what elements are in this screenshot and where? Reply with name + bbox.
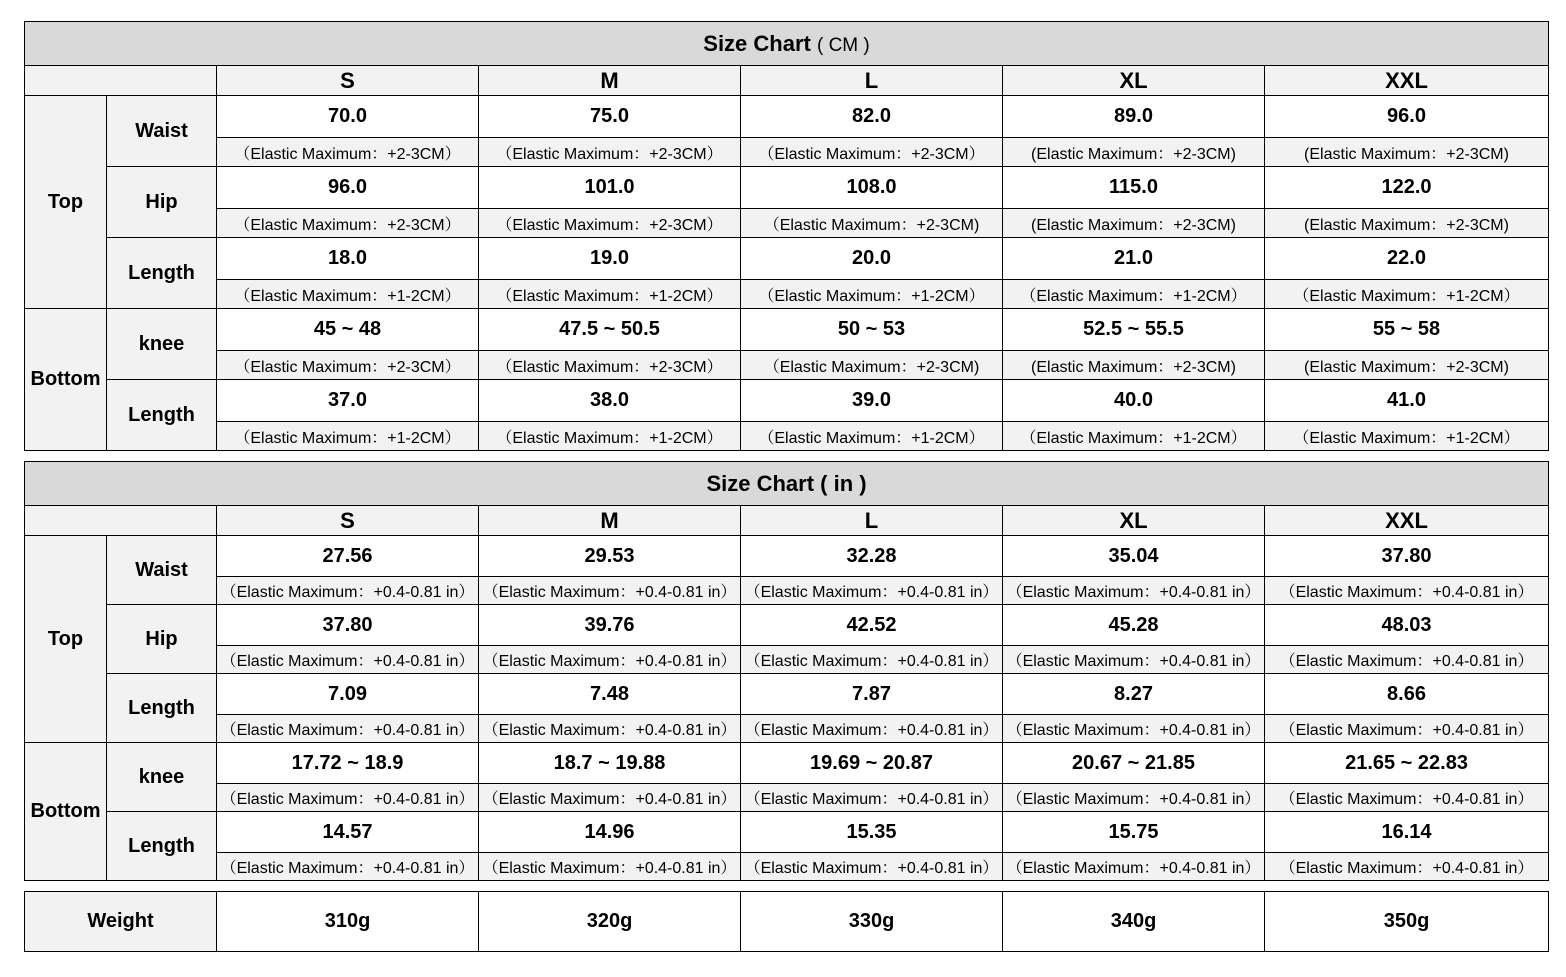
row-label: Waist xyxy=(107,536,217,605)
elastic-note-l: （Elastic Maximum：+1-2CM） xyxy=(741,422,1003,451)
table-row xyxy=(25,380,1549,422)
elastic-note-l: （Elastic Maximum：+2-3CM） xyxy=(741,138,1003,167)
weight-value-s: 310g xyxy=(217,892,479,952)
measurement-value-xl: 21.0 xyxy=(1003,238,1265,280)
group-label-top: Top xyxy=(25,96,107,309)
elastic-note-xxl: (Elastic Maximum：+2-3CM) xyxy=(1265,138,1549,167)
measurement-value-s: 70.0 xyxy=(217,96,479,138)
table-row xyxy=(25,238,1549,280)
measurement-value-xl: 115.0 xyxy=(1003,167,1265,209)
elastic-note-xxl: （Elastic Maximum：+0.4-0.81 in） xyxy=(1265,577,1549,605)
row-label: Length xyxy=(107,812,217,881)
measurement-value-m: 47.5 ~ 50.5 xyxy=(479,309,741,351)
measurement-value-m: 18.7 ~ 19.88 xyxy=(479,743,741,784)
elastic-note-l: （Elastic Maximum：+0.4-0.81 in） xyxy=(741,784,1003,812)
elastic-note-xl: （Elastic Maximum：+0.4-0.81 in） xyxy=(1003,853,1265,881)
elastic-note-m: （Elastic Maximum：+0.4-0.81 in） xyxy=(479,784,741,812)
elastic-note-xxl: (Elastic Maximum：+2-3CM) xyxy=(1265,351,1549,380)
elastic-note-l: （Elastic Maximum：+2-3CM) xyxy=(741,351,1003,380)
elastic-note-s: （Elastic Maximum：+0.4-0.81 in） xyxy=(217,646,479,674)
measurement-value-l: 39.0 xyxy=(741,380,1003,422)
row-label: knee xyxy=(107,309,217,380)
measurement-value-s: 7.09 xyxy=(217,674,479,715)
table-note-row xyxy=(25,138,1549,167)
elastic-note-l: （Elastic Maximum：+2-3CM) xyxy=(741,209,1003,238)
measurement-value-xxl: 21.65 ~ 22.83 xyxy=(1265,743,1549,784)
table-row xyxy=(25,96,1549,138)
elastic-note-m: （Elastic Maximum：+0.4-0.81 in） xyxy=(479,646,741,674)
group-label-top: Top xyxy=(25,536,107,743)
elastic-note-l: （Elastic Maximum：+1-2CM） xyxy=(741,280,1003,309)
elastic-note-s: （Elastic Maximum：+1-2CM） xyxy=(217,422,479,451)
elastic-note-xl: （Elastic Maximum：+1-2CM） xyxy=(1003,280,1265,309)
elastic-note-s: （Elastic Maximum：+2-3CM） xyxy=(217,209,479,238)
measurement-value-m: 75.0 xyxy=(479,96,741,138)
measurement-value-l: 19.69 ~ 20.87 xyxy=(741,743,1003,784)
measurement-value-xxl: 16.14 xyxy=(1265,812,1549,853)
table-row xyxy=(25,812,1549,853)
elastic-note-m: （Elastic Maximum：+2-3CM） xyxy=(479,138,741,167)
elastic-note-s: （Elastic Maximum：+0.4-0.81 in） xyxy=(217,853,479,881)
elastic-note-m: （Elastic Maximum：+2-3CM） xyxy=(479,351,741,380)
measurement-value-l: 82.0 xyxy=(741,96,1003,138)
cm-title-main: Size Chart xyxy=(703,30,811,56)
table-row xyxy=(25,743,1549,784)
elastic-note-m: （Elastic Maximum：+0.4-0.81 in） xyxy=(479,715,741,743)
measurement-value-xxl: 55 ~ 58 xyxy=(1265,309,1549,351)
elastic-note-xxl: (Elastic Maximum：+2-3CM) xyxy=(1265,209,1549,238)
elastic-note-xl: （Elastic Maximum：+0.4-0.81 in） xyxy=(1003,577,1265,605)
elastic-note-xl: (Elastic Maximum：+2-3CM) xyxy=(1003,351,1265,380)
cm-size-header-m: M xyxy=(479,66,741,96)
elastic-note-m: （Elastic Maximum：+1-2CM） xyxy=(479,422,741,451)
table-note-row xyxy=(25,577,1549,605)
weight-value-l: 330g xyxy=(741,892,1003,952)
elastic-note-s: （Elastic Maximum：+2-3CM） xyxy=(217,351,479,380)
elastic-note-xl: (Elastic Maximum：+2-3CM) xyxy=(1003,138,1265,167)
row-label: Hip xyxy=(107,605,217,674)
table-note-row xyxy=(25,784,1549,812)
measurement-value-xl: 89.0 xyxy=(1003,96,1265,138)
elastic-note-xl: (Elastic Maximum：+2-3CM) xyxy=(1003,209,1265,238)
measurement-value-s: 45 ~ 48 xyxy=(217,309,479,351)
measurement-value-m: 39.76 xyxy=(479,605,741,646)
elastic-note-xxl: （Elastic Maximum：+0.4-0.81 in） xyxy=(1265,715,1549,743)
elastic-note-s: （Elastic Maximum：+1-2CM） xyxy=(217,280,479,309)
elastic-note-s: （Elastic Maximum：+2-3CM） xyxy=(217,138,479,167)
measurement-value-m: 101.0 xyxy=(479,167,741,209)
measurement-value-s: 37.0 xyxy=(217,380,479,422)
measurement-value-xl: 20.67 ~ 21.85 xyxy=(1003,743,1265,784)
elastic-note-m: （Elastic Maximum：+1-2CM） xyxy=(479,280,741,309)
in-header-corner xyxy=(25,506,217,536)
measurement-value-m: 7.48 xyxy=(479,674,741,715)
measurement-value-s: 14.57 xyxy=(217,812,479,853)
measurement-value-s: 18.0 xyxy=(217,238,479,280)
table-row xyxy=(25,167,1549,209)
cm-title-unit: ( CM ) xyxy=(816,34,870,56)
measurement-value-xl: 8.27 xyxy=(1003,674,1265,715)
cm-size-header-xl: XL xyxy=(1003,66,1265,96)
measurement-value-l: 108.0 xyxy=(741,167,1003,209)
elastic-note-m: （Elastic Maximum：+0.4-0.81 in） xyxy=(479,577,741,605)
in-title-unit: ( in ) xyxy=(820,470,867,496)
elastic-note-xl: （Elastic Maximum：+1-2CM） xyxy=(1003,422,1265,451)
in-size-header-m: M xyxy=(479,506,741,536)
measurement-value-l: 50 ~ 53 xyxy=(741,309,1003,351)
elastic-note-xxl: （Elastic Maximum：+1-2CM） xyxy=(1265,280,1549,309)
elastic-note-xl: （Elastic Maximum：+0.4-0.81 in） xyxy=(1003,646,1265,674)
in-size-header-xl: XL xyxy=(1003,506,1265,536)
measurement-value-l: 20.0 xyxy=(741,238,1003,280)
measurement-value-m: 19.0 xyxy=(479,238,741,280)
elastic-note-l: （Elastic Maximum：+0.4-0.81 in） xyxy=(741,646,1003,674)
cm-table-title xyxy=(25,22,1549,66)
in-size-header-xxl: XXL xyxy=(1265,506,1549,536)
table-note-row xyxy=(25,646,1549,674)
measurement-value-xl: 52.5 ~ 55.5 xyxy=(1003,309,1265,351)
elastic-note-xxl: （Elastic Maximum：+1-2CM） xyxy=(1265,422,1549,451)
row-label: Waist xyxy=(107,96,217,167)
table-note-row xyxy=(25,715,1549,743)
measurement-value-xl: 40.0 xyxy=(1003,380,1265,422)
weight-label: Weight xyxy=(25,892,217,952)
group-label-bottom: Bottom xyxy=(25,743,107,881)
elastic-note-s: （Elastic Maximum：+0.4-0.81 in） xyxy=(217,715,479,743)
measurement-value-s: 96.0 xyxy=(217,167,479,209)
measurement-value-xxl: 48.03 xyxy=(1265,605,1549,646)
table-note-row xyxy=(25,351,1549,380)
measurement-value-xxl: 37.80 xyxy=(1265,536,1549,577)
cm-size-header-s: S xyxy=(217,66,479,96)
weight-value-xxl: 350g xyxy=(1265,892,1549,952)
elastic-note-s: （Elastic Maximum：+0.4-0.81 in） xyxy=(217,577,479,605)
elastic-note-l: （Elastic Maximum：+0.4-0.81 in） xyxy=(741,577,1003,605)
cm-header-corner xyxy=(25,66,217,96)
size-chart-in-table xyxy=(24,461,1549,881)
measurement-value-l: 32.28 xyxy=(741,536,1003,577)
cm-size-header-xxl: XXL xyxy=(1265,66,1549,96)
group-label-bottom: Bottom xyxy=(25,309,107,451)
elastic-note-m: （Elastic Maximum：+0.4-0.81 in） xyxy=(479,853,741,881)
row-label: knee xyxy=(107,743,217,812)
elastic-note-l: （Elastic Maximum：+0.4-0.81 in） xyxy=(741,853,1003,881)
measurement-value-xl: 35.04 xyxy=(1003,536,1265,577)
elastic-note-m: （Elastic Maximum：+2-3CM） xyxy=(479,209,741,238)
measurement-value-xl: 45.28 xyxy=(1003,605,1265,646)
table-row xyxy=(25,309,1549,351)
measurement-value-m: 38.0 xyxy=(479,380,741,422)
measurement-value-xxl: 41.0 xyxy=(1265,380,1549,422)
elastic-note-l: （Elastic Maximum：+0.4-0.81 in） xyxy=(741,715,1003,743)
measurement-value-l: 42.52 xyxy=(741,605,1003,646)
table-note-row xyxy=(25,280,1549,309)
in-table-title xyxy=(25,462,1549,506)
weight-table xyxy=(24,891,1549,952)
row-label: Length xyxy=(107,238,217,309)
elastic-note-xxl: （Elastic Maximum：+0.4-0.81 in） xyxy=(1265,784,1549,812)
measurement-value-xxl: 22.0 xyxy=(1265,238,1549,280)
row-label: Hip xyxy=(107,167,217,238)
elastic-note-s: （Elastic Maximum：+0.4-0.81 in） xyxy=(217,784,479,812)
table-note-row xyxy=(25,853,1549,881)
cm-size-header-l: L xyxy=(741,66,1003,96)
measurement-value-s: 37.80 xyxy=(217,605,479,646)
table-note-row xyxy=(25,422,1549,451)
weight-value-m: 320g xyxy=(479,892,741,952)
measurement-value-l: 15.35 xyxy=(741,812,1003,853)
table-note-row xyxy=(25,209,1549,238)
measurement-value-xxl: 96.0 xyxy=(1265,96,1549,138)
measurement-value-xl: 15.75 xyxy=(1003,812,1265,853)
measurement-value-m: 14.96 xyxy=(479,812,741,853)
weight-row xyxy=(25,892,1549,952)
row-label: Length xyxy=(107,380,217,451)
measurement-value-m: 29.53 xyxy=(479,536,741,577)
measurement-value-s: 27.56 xyxy=(217,536,479,577)
elastic-note-xxl: （Elastic Maximum：+0.4-0.81 in） xyxy=(1265,646,1549,674)
table-row xyxy=(25,674,1549,715)
measurement-value-l: 7.87 xyxy=(741,674,1003,715)
weight-value-xl: 340g xyxy=(1003,892,1265,952)
elastic-note-xl: （Elastic Maximum：+0.4-0.81 in） xyxy=(1003,715,1265,743)
row-label: Length xyxy=(107,674,217,743)
in-title-main: Size Chart xyxy=(706,470,815,496)
measurement-value-xxl: 8.66 xyxy=(1265,674,1549,715)
measurement-value-s: 17.72 ~ 18.9 xyxy=(217,743,479,784)
measurement-value-xxl: 122.0 xyxy=(1265,167,1549,209)
elastic-note-xxl: （Elastic Maximum：+0.4-0.81 in） xyxy=(1265,853,1549,881)
table-row xyxy=(25,536,1549,577)
table-row xyxy=(25,605,1549,646)
in-size-header-l: L xyxy=(741,506,1003,536)
size-chart-cm-table xyxy=(24,21,1549,451)
elastic-note-xl: （Elastic Maximum：+0.4-0.81 in） xyxy=(1003,784,1265,812)
in-size-header-s: S xyxy=(217,506,479,536)
